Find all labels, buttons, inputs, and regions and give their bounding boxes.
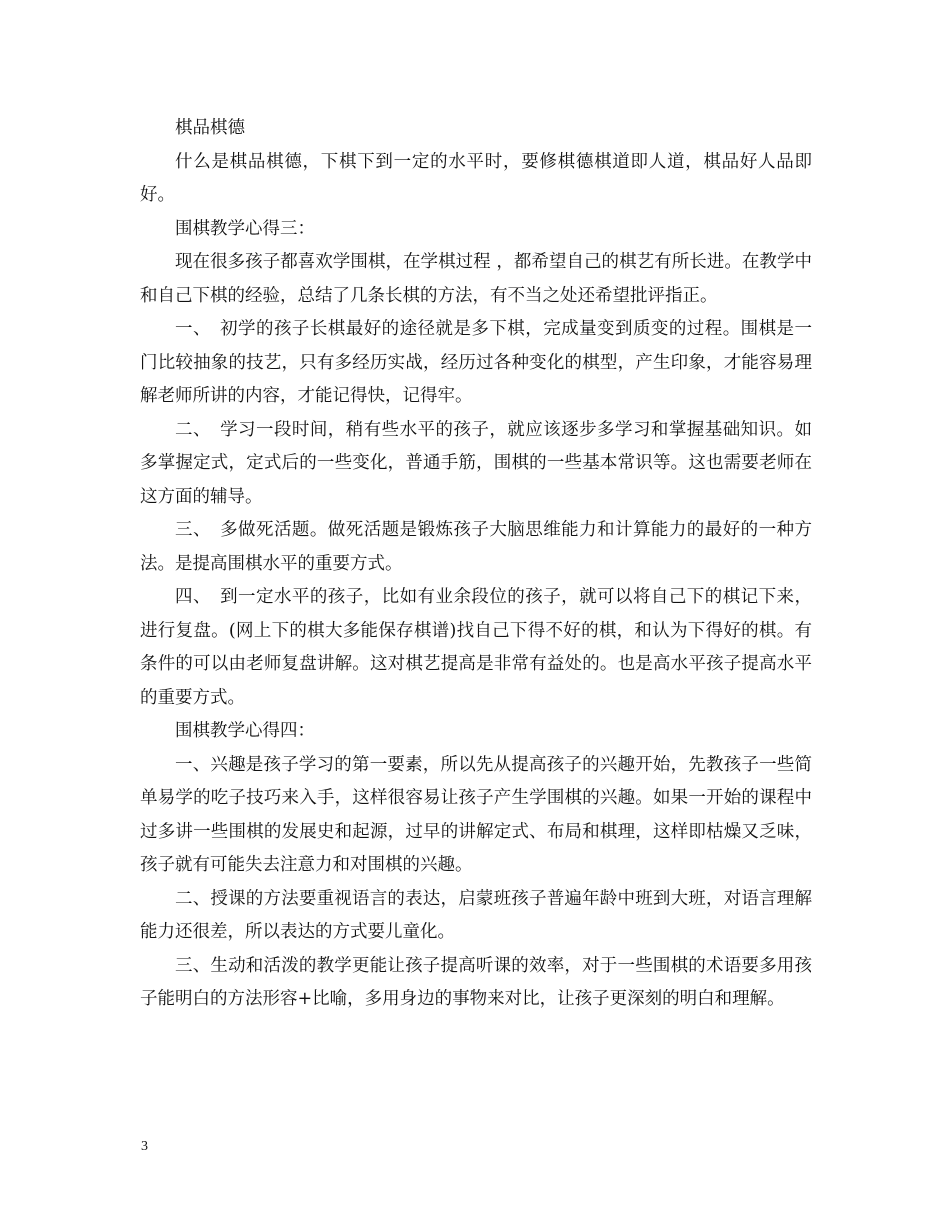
list-item: 二、 学习一段时间，稍有些水平的孩子，就应该逐步多学习和掌握基础知识。如多掌握定式，定式后的一些变化，普通手筋，围棋的一些基本常识等。这也需要老师在这方面的辅导。 [140,419,812,507]
section-heading: 围棋教学心得四： [175,721,315,741]
list-item: 三、生动和活泼的教学更能让孩子提高听课的效率，对于一些围棋的术语要多用孩子能明白的方法形容+比喻，多用身边的事物来对比，让孩子更深刻的明白和理解。 [140,955,812,1009]
paragraph: 现在很多孩子都喜欢学围棋，在学棋过程 ，都希望自己的棋艺有所长进。在教学中和自己下棋的经验，总结了几条长棋的方法，有不当之处还希望批评指正。 [140,252,812,306]
list-item: 二、授课的方法要重视语言的表达，启蒙班孩子普遍年龄中班到大班，对语言理解能力还很差，所以表达的方式要儿童化。 [140,888,812,942]
page-number: 3 [141,1139,148,1154]
document-body [140,112,812,1017]
list-item: 一、兴趣是孩子学习的第一要素，所以先从提高孩子的兴趣开始，先教孩子一些简单易学的吃子技巧来入手，这样很容易让孩子产生学围棋的兴趣。如果一开始的课程中过多讲一些围棋的发展史和起源，过早的讲解定式、布局和棋理，这样即枯燥又乏味，孩子就有可能失去注意力和对围棋的兴趣。 [140,754,812,875]
section-heading: 棋品棋德 [175,118,245,138]
list-item: 四、 到一定水平的孩子，比如有业余段位的孩子，就可以将自己下的棋记下来，进行复盘。(网上下的棋大多能保存棋谱)找自己下得不好的棋，和认为下得好的棋。有条件的可以由老师复盘讲解。这对棋艺提高是非常有益处的。也是高水平孩子提高水平的重要方式。 [140,587,812,708]
section-heading: 围棋教学心得三： [175,218,315,239]
list-item: 一、 初学的孩子长棋最好的途径就是多下棋，完成量变到质变的过程。围棋是一门比较抽象的技艺，只有多经历实战，经历过各种变化的棋型，产生印象，才能容易理解老师所讲的内容，才能记得快，记得牢。 [140,319,812,406]
paragraph: 什么是棋品棋德，下棋下到一定的水平时，要修棋德棋道即人道，棋品好人品即好。 [140,151,812,205]
list-item: 三、 多做死活题。做死活题是锻炼孩子大脑思维能力和计算能力的最好的一种方法。是提高围棋水平的重要方式。 [140,520,812,574]
